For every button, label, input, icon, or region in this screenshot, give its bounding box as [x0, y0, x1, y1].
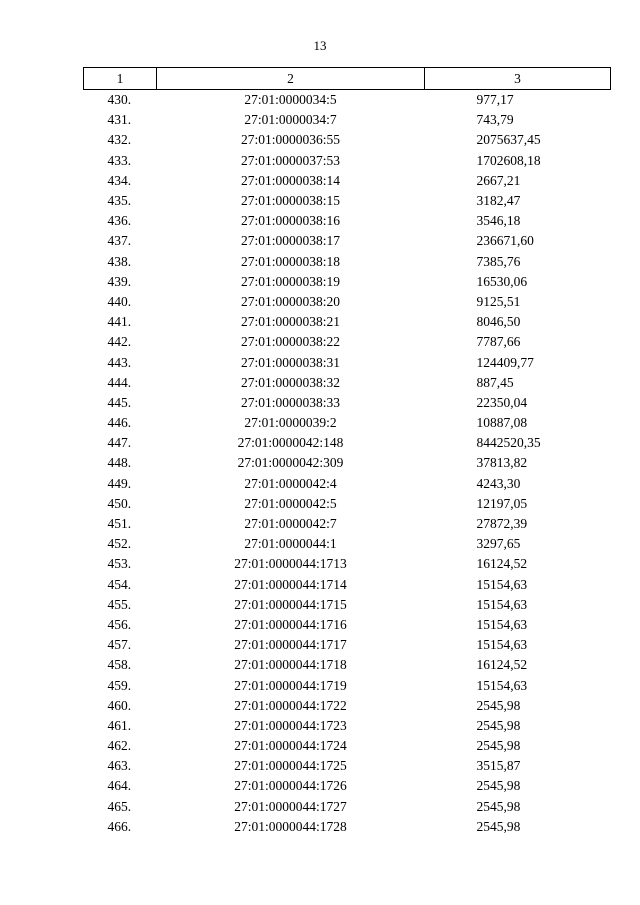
table-row: [84, 534, 611, 554]
row-number: 462.: [107, 738, 132, 754]
cadastral-number: 27:01:0000044:1714: [234, 576, 347, 592]
value-cell: 15154,63: [476, 677, 528, 693]
table-row: [84, 332, 611, 352]
row-number: 431.: [107, 112, 132, 128]
cadastral-number: 27:01:0000044:1713: [234, 556, 347, 572]
value-cell: 977,17: [476, 92, 514, 108]
cadastral-number: 27:01:0000038:17: [240, 233, 340, 249]
table-row: [84, 595, 611, 615]
row-number: 432.: [107, 132, 132, 148]
cadastral-number: 27:01:0000044:1718: [234, 657, 347, 673]
cadastral-number: 27:01:0000044:1715: [234, 596, 347, 612]
row-number: 444.: [107, 374, 132, 390]
table-row: [84, 191, 611, 211]
table-row: [84, 615, 611, 635]
cadastral-number: 27:01:0000037:53: [240, 152, 340, 168]
cadastral-number: 27:01:0000044:1723: [234, 717, 347, 733]
cadastral-number: 27:01:0000038:32: [240, 374, 340, 390]
cadastral-number: 27:01:0000042:309: [237, 455, 344, 471]
row-number: 438.: [107, 253, 132, 269]
table-header: [84, 68, 611, 90]
cadastral-number: 27:01:0000036:55: [240, 132, 340, 148]
value-cell: 2667,21: [476, 172, 521, 188]
row-number: 446.: [107, 415, 132, 431]
row-number: 464.: [107, 778, 132, 794]
cadastral-number: 27:01:0000044:1716: [234, 616, 347, 632]
row-number: 452.: [107, 536, 132, 552]
value-cell: 10887,08: [476, 415, 528, 431]
table-row: [84, 776, 611, 796]
value-cell: 4243,30: [476, 475, 521, 491]
table-row: [84, 635, 611, 655]
value-cell: 3546,18: [476, 213, 521, 229]
row-number: 454.: [107, 576, 132, 592]
row-number: 460.: [107, 697, 132, 713]
row-number: 459.: [107, 677, 132, 693]
data-table: [83, 67, 611, 837]
row-number: 453.: [107, 556, 132, 572]
cadastral-number: 27:01:0000034:5: [244, 92, 337, 108]
table-row: [84, 736, 611, 756]
row-number: 440.: [107, 293, 132, 309]
value-cell: 2545,98: [476, 738, 521, 754]
cadastral-number: 27:01:0000034:7: [244, 112, 337, 128]
column-header-3: 3: [425, 68, 611, 90]
table-row: [84, 110, 611, 130]
value-cell: 7385,76: [476, 253, 521, 269]
value-cell: 887,45: [476, 374, 514, 390]
cadastral-number: 27:01:0000042:5: [244, 495, 337, 511]
cadastral-number: 27:01:0000038:16: [240, 213, 340, 229]
row-number: 448.: [107, 455, 132, 471]
value-cell: 2545,98: [476, 818, 521, 834]
table-row: [84, 696, 611, 716]
cadastral-number: 27:01:0000038:21: [240, 314, 340, 330]
row-number: 436.: [107, 213, 132, 229]
value-cell: 236671,60: [476, 233, 534, 249]
cadastral-number: 27:01:0000038:31: [240, 354, 340, 370]
cadastral-number: 27:01:0000044:1725: [234, 758, 347, 774]
row-number: 465.: [107, 798, 132, 814]
row-number: 449.: [107, 475, 132, 491]
row-number: 457.: [107, 637, 132, 653]
cadastral-number: 27:01:0000038:33: [240, 394, 340, 410]
value-cell: 15154,63: [476, 596, 528, 612]
page-number: 13: [313, 38, 327, 53]
row-number: 461.: [107, 717, 132, 733]
table-row: [84, 393, 611, 413]
table-row: [84, 292, 611, 312]
cadastral-number: 27:01:0000044:1726: [234, 778, 347, 794]
value-cell: 37813,82: [476, 455, 528, 471]
table-row: [84, 130, 611, 150]
value-cell: 9125,51: [476, 293, 521, 309]
cadastral-number: 27:01:0000044:1724: [234, 738, 347, 754]
row-number: 466.: [107, 818, 132, 834]
cadastral-number: 27:01:0000038:15: [240, 193, 340, 209]
table-row: [84, 272, 611, 292]
cadastral-number: 27:01:0000039:2: [244, 415, 337, 431]
table-row: [84, 312, 611, 332]
row-number: 447.: [107, 435, 132, 451]
column-header-2: 2: [157, 68, 425, 90]
row-number: 445.: [107, 394, 132, 410]
table-row: [84, 575, 611, 595]
value-cell: 7787,66: [476, 334, 521, 350]
value-cell: 2545,98: [476, 697, 521, 713]
row-number: 456.: [107, 616, 132, 632]
value-cell: 2545,98: [476, 798, 521, 814]
table-row: [84, 211, 611, 231]
cadastral-number: 27:01:0000042:148: [237, 435, 344, 451]
row-number: 430.: [107, 92, 132, 108]
value-cell: 8442520,35: [476, 435, 541, 451]
table-row: [84, 231, 611, 251]
value-cell: 15154,63: [476, 616, 528, 632]
cadastral-number: 27:01:0000044:1719: [234, 677, 347, 693]
column-header-1: 1: [84, 68, 157, 90]
value-cell: 22350,04: [476, 394, 528, 410]
header-row: [84, 68, 611, 90]
value-cell: 2545,98: [476, 778, 521, 794]
value-cell: 3182,47: [476, 193, 521, 209]
value-cell: 2545,98: [476, 717, 521, 733]
value-cell: 8046,50: [476, 314, 521, 330]
table-row: [84, 151, 611, 171]
value-cell: 15154,63: [476, 576, 528, 592]
value-cell: 15154,63: [476, 637, 528, 653]
cadastral-number: 27:01:0000038:19: [240, 273, 340, 289]
cadastral-number: 27:01:0000044:1727: [234, 798, 347, 814]
table-row: [84, 433, 611, 453]
cadastral-number: 27:01:0000042:4: [244, 475, 337, 491]
row-number: 442.: [107, 334, 132, 350]
table-row: [84, 716, 611, 736]
row-number: 435.: [107, 193, 132, 209]
value-cell: 16124,52: [476, 657, 528, 673]
cadastral-number: 27:01:0000044:1722: [234, 697, 347, 713]
table-row: [84, 171, 611, 191]
value-cell: 12197,05: [476, 495, 528, 511]
value-cell: 27872,39: [476, 516, 528, 532]
cadastral-number: 27:01:0000038:20: [240, 293, 340, 309]
row-number: 450.: [107, 495, 132, 511]
table-row: [84, 675, 611, 695]
table-row: [84, 90, 611, 111]
value-cell: 1702608,18: [476, 152, 541, 168]
table-body: [84, 90, 611, 837]
table-row: [84, 413, 611, 433]
value-cell: 2075637,45: [476, 132, 541, 148]
table-row: [84, 453, 611, 473]
cadastral-number: 27:01:0000038:22: [240, 334, 340, 350]
table-row: [84, 554, 611, 574]
cadastral-number: 27:01:0000044:1728: [234, 818, 347, 834]
cadastral-number: 27:01:0000044:1: [244, 536, 337, 552]
row-number: 458.: [107, 657, 132, 673]
value-cell: 3515,87: [476, 758, 521, 774]
row-number: 441.: [107, 314, 132, 330]
row-number: 455.: [107, 596, 132, 612]
table-row: [84, 756, 611, 776]
cadastral-number: 27:01:0000044:1717: [234, 637, 347, 653]
table-row: [84, 494, 611, 514]
row-number: 443.: [107, 354, 132, 370]
row-number: 437.: [107, 233, 132, 249]
value-cell: 16124,52: [476, 556, 528, 572]
cadastral-number: 27:01:0000038:14: [240, 172, 340, 188]
row-number: 433.: [107, 152, 132, 168]
value-cell: 743,79: [476, 112, 514, 128]
row-number: 434.: [107, 172, 132, 188]
table-row: [84, 817, 611, 837]
table-row: [84, 514, 611, 534]
value-cell: 16530,06: [476, 273, 528, 289]
row-number: 439.: [107, 273, 132, 289]
table-row: [84, 373, 611, 393]
cadastral-number: 27:01:0000038:18: [240, 253, 340, 269]
value-cell: 3297,65: [476, 536, 521, 552]
row-number: 451.: [107, 516, 132, 532]
value-cell: 124409,77: [476, 354, 534, 370]
table-row: [84, 352, 611, 372]
table-row: [84, 474, 611, 494]
table-row: [84, 655, 611, 675]
table-row: [84, 252, 611, 272]
table-row: [84, 797, 611, 817]
row-number: 463.: [107, 758, 132, 774]
cadastral-number: 27:01:0000042:7: [244, 516, 337, 532]
